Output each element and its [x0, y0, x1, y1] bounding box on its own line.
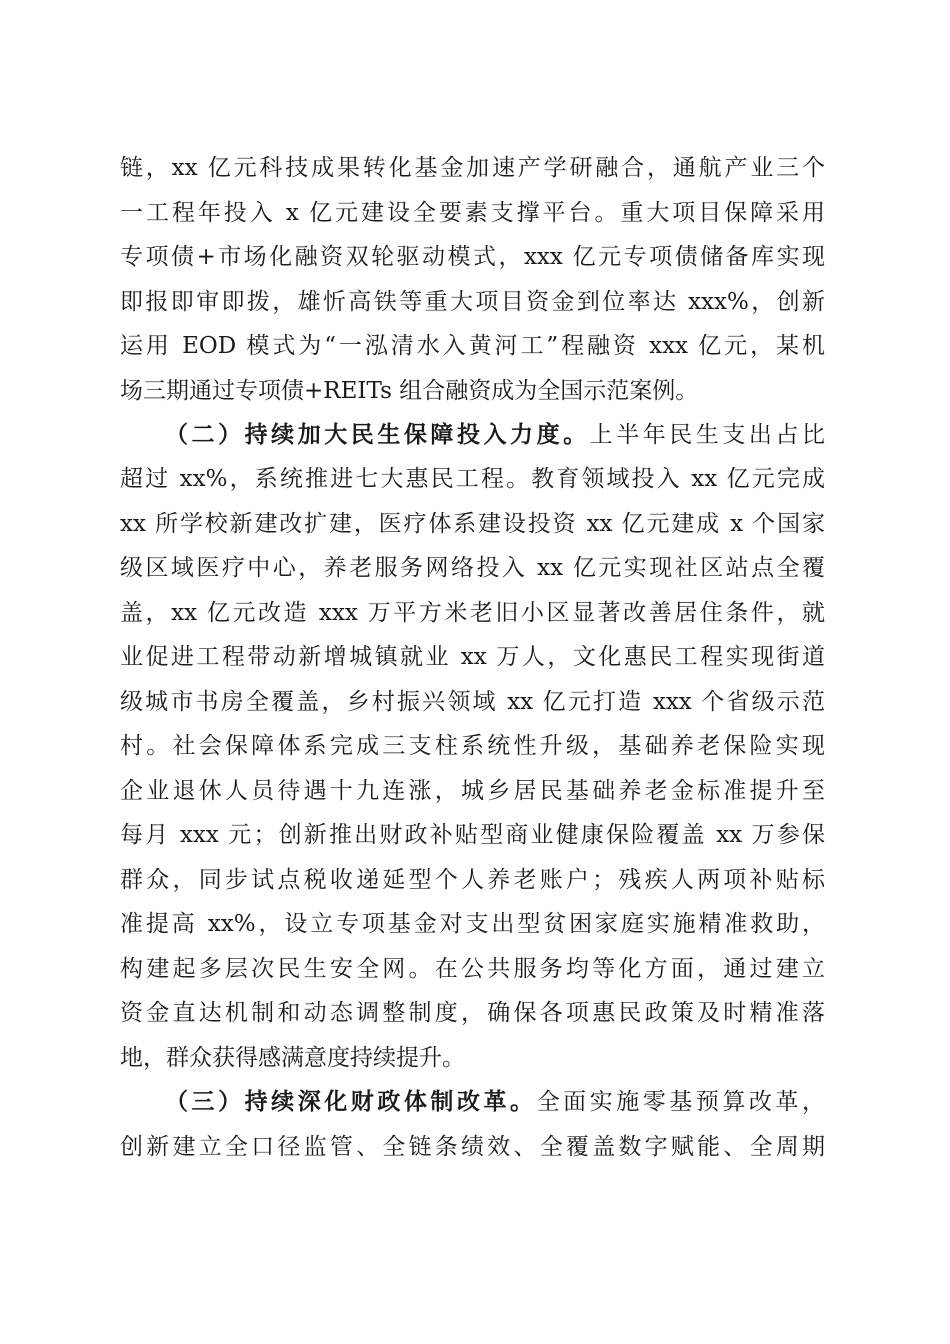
para1-line-4: 即报即审即拨，雄忻高铁等重大项目资金到位率达 xxx%，创新 [120, 289, 825, 315]
para1-line-3: 专项债+市场化融资双轮驱动模式，xxx 亿元专项债储备库实现 [120, 244, 825, 270]
para1-line-2: 一工程年投入 x 亿元建设全要素支撑平台。重大项目保障采用 [120, 200, 825, 226]
para2-line-15: 地，群众获得感满意度持续提升。 [120, 1045, 465, 1071]
para1-line-1: 链，xx 亿元科技成果转化基金加速产学研融合，通航产业三个 [120, 155, 825, 181]
para2-first-line [165, 417, 825, 453]
para3-line-2: 创新建立全口径监管、全链条绩效、全覆盖数字赋能、全周期 [120, 1134, 825, 1160]
para2-line-10: 每月 xxx 元；创新推出财政补贴型商业健康保险覆盖 xx 万参保 [120, 822, 825, 848]
para3-first-line [165, 1084, 825, 1120]
para2-line-11: 群众，同步试点税收递延型个人养老账户；残疾人两项补贴标 [120, 867, 825, 893]
para3-heading: （三）持续深化财政体制改革。 [165, 1088, 537, 1115]
para2-line-6: 业促进工程带动新增城镇就业 xx 万人，文化惠民工程实现街道 [120, 644, 825, 670]
para2-line-2: 超过 xx%，系统推进七大惠民工程。教育领域投入 xx 亿元完成 [120, 466, 825, 492]
para2-line-9: 企业退休人员待遇十九连涨，城乡居民基础养老金标准提升至 [120, 778, 825, 804]
para2-line-8: 村。社会保障体系完成三支柱系统性升级，基础养老保险实现 [120, 733, 825, 759]
para3-first-line-rest: 全面实施零基预算改革， [536, 1089, 825, 1115]
para1-line-6: 场三期通过专项债+REITs 组合融资成为全国示范案例。 [120, 378, 699, 404]
para2-line-3: xx 所学校新建改扩建，医疗体系建设投资 xx 亿元建成 x 个国家 [120, 511, 825, 537]
para2-line-7: 级城市书房全覆盖，乡村振兴领域 xx 亿元打造 xxx 个省级示范 [120, 689, 825, 715]
para2-line-13: 构建起多层次民生安全网。在公共服务均等化方面，通过建立 [120, 956, 825, 982]
para2-first-line-rest: 上半年民生支出占比 [589, 422, 825, 448]
para2-line-12: 准提高 xx%，设立专项基金对支出型贫困家庭实施精准救助， [120, 911, 825, 937]
para2-line-5: 盖，xx 亿元改造 xxx 万平方米老旧小区显著改善居住条件，就 [120, 600, 825, 626]
para2-heading: （二）持续加大民生保障投入力度。 [165, 421, 590, 448]
para2-line-14: 资金直达机制和动态调整制度，确保各项惠民政策及时精准落 [120, 1000, 825, 1026]
para2-line-4: 级区域医疗中心，养老服务网络投入 xx 亿元实现社区站点全覆 [120, 555, 825, 581]
para1-line-5: 运用 EOD 模式为“一泓清水入黄河工”程融资 xxx 亿元，某机 [120, 333, 825, 359]
